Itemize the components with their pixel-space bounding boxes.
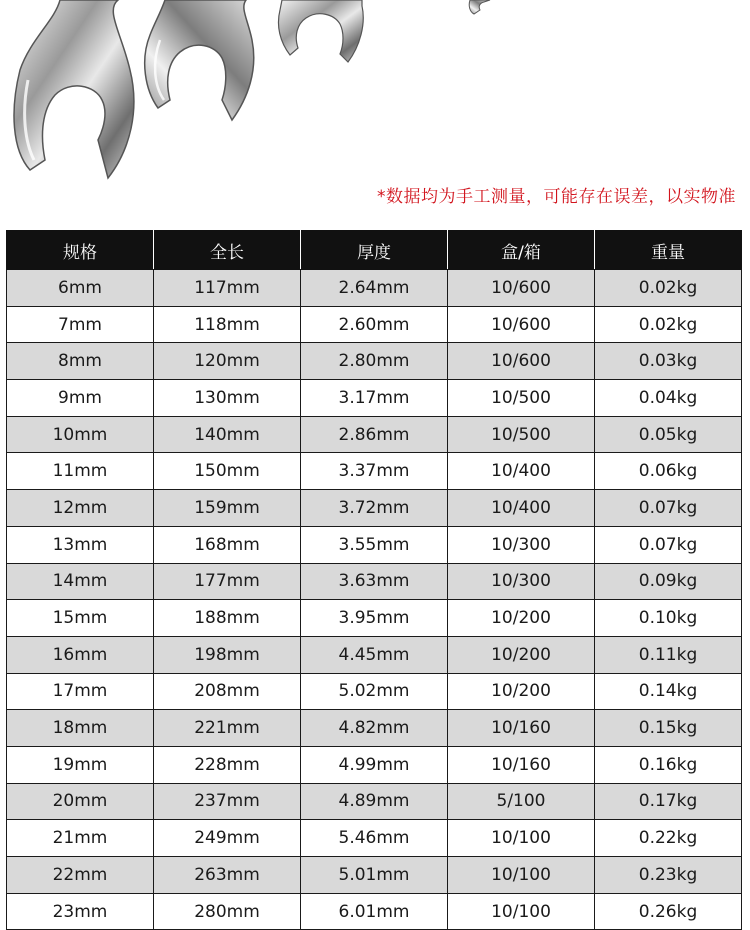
cell-weight: 0.26kg (595, 893, 742, 930)
cell-length: 237mm (154, 783, 301, 820)
cell-thickness: 4.99mm (301, 746, 448, 783)
header-box-case: 盒/箱 (448, 231, 595, 270)
table-row (7, 270, 742, 307)
cell-weight: 0.07kg (595, 490, 742, 527)
cell-box-case: 10/160 (448, 710, 595, 747)
table-row (7, 636, 742, 673)
cell-thickness: 5.02mm (301, 673, 448, 710)
cell-thickness: 5.46mm (301, 820, 448, 857)
cell-weight: 0.23kg (595, 857, 742, 894)
cell-box-case: 10/600 (448, 306, 595, 343)
cell-box-case: 10/100 (448, 857, 595, 894)
cell-size: 20mm (7, 783, 154, 820)
table-row (7, 600, 742, 637)
table-body (7, 270, 742, 930)
cell-weight: 0.22kg (595, 820, 742, 857)
header-size: 规格 (7, 231, 154, 270)
cell-thickness: 3.17mm (301, 380, 448, 417)
cell-size: 22mm (7, 857, 154, 894)
cell-thickness: 6.01mm (301, 893, 448, 930)
table-header-row (7, 231, 742, 270)
cell-weight: 0.11kg (595, 636, 742, 673)
header-thickness: 厚度 (301, 231, 448, 270)
cell-weight: 0.15kg (595, 710, 742, 747)
cell-length: 263mm (154, 857, 301, 894)
cell-weight: 0.14kg (595, 673, 742, 710)
cell-length: 249mm (154, 820, 301, 857)
cell-thickness: 3.55mm (301, 526, 448, 563)
header-length: 全长 (154, 231, 301, 270)
cell-length: 188mm (154, 600, 301, 637)
cell-box-case: 10/400 (448, 453, 595, 490)
cell-box-case: 10/100 (448, 820, 595, 857)
cell-size: 16mm (7, 636, 154, 673)
cell-length: 140mm (154, 416, 301, 453)
cell-length: 177mm (154, 563, 301, 600)
cell-size: 7mm (7, 306, 154, 343)
cell-weight: 0.09kg (595, 563, 742, 600)
cell-weight: 0.16kg (595, 746, 742, 783)
cell-size: 14mm (7, 563, 154, 600)
cell-size: 6mm (7, 270, 154, 307)
cell-weight: 0.03kg (595, 343, 742, 380)
cell-box-case: 10/300 (448, 563, 595, 600)
cell-thickness: 2.60mm (301, 306, 448, 343)
cell-length: 198mm (154, 636, 301, 673)
cell-thickness: 2.80mm (301, 343, 448, 380)
cell-thickness: 4.45mm (301, 636, 448, 673)
cell-box-case: 10/200 (448, 600, 595, 637)
cell-size: 13mm (7, 526, 154, 563)
cell-length: 280mm (154, 893, 301, 930)
cell-thickness: 3.95mm (301, 600, 448, 637)
cell-length: 120mm (154, 343, 301, 380)
header-weight: 重量 (595, 231, 742, 270)
cell-box-case: 10/200 (448, 636, 595, 673)
cell-size: 11mm (7, 453, 154, 490)
table-row (7, 380, 742, 417)
cell-size: 19mm (7, 746, 154, 783)
cell-thickness: 5.01mm (301, 857, 448, 894)
table-row (7, 490, 742, 527)
cell-weight: 0.04kg (595, 380, 742, 417)
cell-length: 118mm (154, 306, 301, 343)
cell-size: 23mm (7, 893, 154, 930)
cell-weight: 0.07kg (595, 526, 742, 563)
table-row (7, 453, 742, 490)
cell-length: 150mm (154, 453, 301, 490)
table-row (7, 857, 742, 894)
table-row (7, 673, 742, 710)
table-row (7, 343, 742, 380)
cell-length: 208mm (154, 673, 301, 710)
cell-weight: 0.06kg (595, 453, 742, 490)
cell-size: 17mm (7, 673, 154, 710)
table-row (7, 893, 742, 930)
cell-box-case: 10/300 (448, 526, 595, 563)
open-end-wrench-set-photo (0, 0, 750, 180)
cell-box-case: 10/400 (448, 490, 595, 527)
wrench-product-image (0, 0, 750, 180)
cell-thickness: 4.82mm (301, 710, 448, 747)
cell-box-case: 10/500 (448, 380, 595, 417)
cell-thickness: 2.64mm (301, 270, 448, 307)
cell-length: 168mm (154, 526, 301, 563)
cell-box-case: 10/160 (448, 746, 595, 783)
cell-weight: 0.17kg (595, 783, 742, 820)
cell-length: 117mm (154, 270, 301, 307)
cell-weight: 0.05kg (595, 416, 742, 453)
table-row (7, 416, 742, 453)
cell-size: 10mm (7, 416, 154, 453)
cell-weight: 0.02kg (595, 306, 742, 343)
cell-length: 221mm (154, 710, 301, 747)
spec-table (6, 230, 742, 930)
cell-weight: 0.10kg (595, 600, 742, 637)
cell-thickness: 2.86mm (301, 416, 448, 453)
cell-length: 159mm (154, 490, 301, 527)
cell-thickness: 3.72mm (301, 490, 448, 527)
cell-thickness: 3.37mm (301, 453, 448, 490)
cell-box-case: 5/100 (448, 783, 595, 820)
table-row (7, 526, 742, 563)
table-row (7, 820, 742, 857)
cell-size: 21mm (7, 820, 154, 857)
cell-thickness: 3.63mm (301, 563, 448, 600)
cell-thickness: 4.89mm (301, 783, 448, 820)
cell-length: 228mm (154, 746, 301, 783)
cell-box-case: 10/600 (448, 270, 595, 307)
cell-size: 9mm (7, 380, 154, 417)
cell-box-case: 10/500 (448, 416, 595, 453)
cell-weight: 0.02kg (595, 270, 742, 307)
table-row (7, 563, 742, 600)
cell-size: 8mm (7, 343, 154, 380)
table-row (7, 783, 742, 820)
table-row (7, 306, 742, 343)
cell-box-case: 10/200 (448, 673, 595, 710)
measurement-disclaimer: *数据均为手工测量，可能存在误差，以实物准 (377, 187, 736, 207)
cell-box-case: 10/600 (448, 343, 595, 380)
cell-size: 15mm (7, 600, 154, 637)
table-row (7, 746, 742, 783)
cell-size: 12mm (7, 490, 154, 527)
cell-size: 18mm (7, 710, 154, 747)
cell-box-case: 10/100 (448, 893, 595, 930)
cell-length: 130mm (154, 380, 301, 417)
table-row (7, 710, 742, 747)
